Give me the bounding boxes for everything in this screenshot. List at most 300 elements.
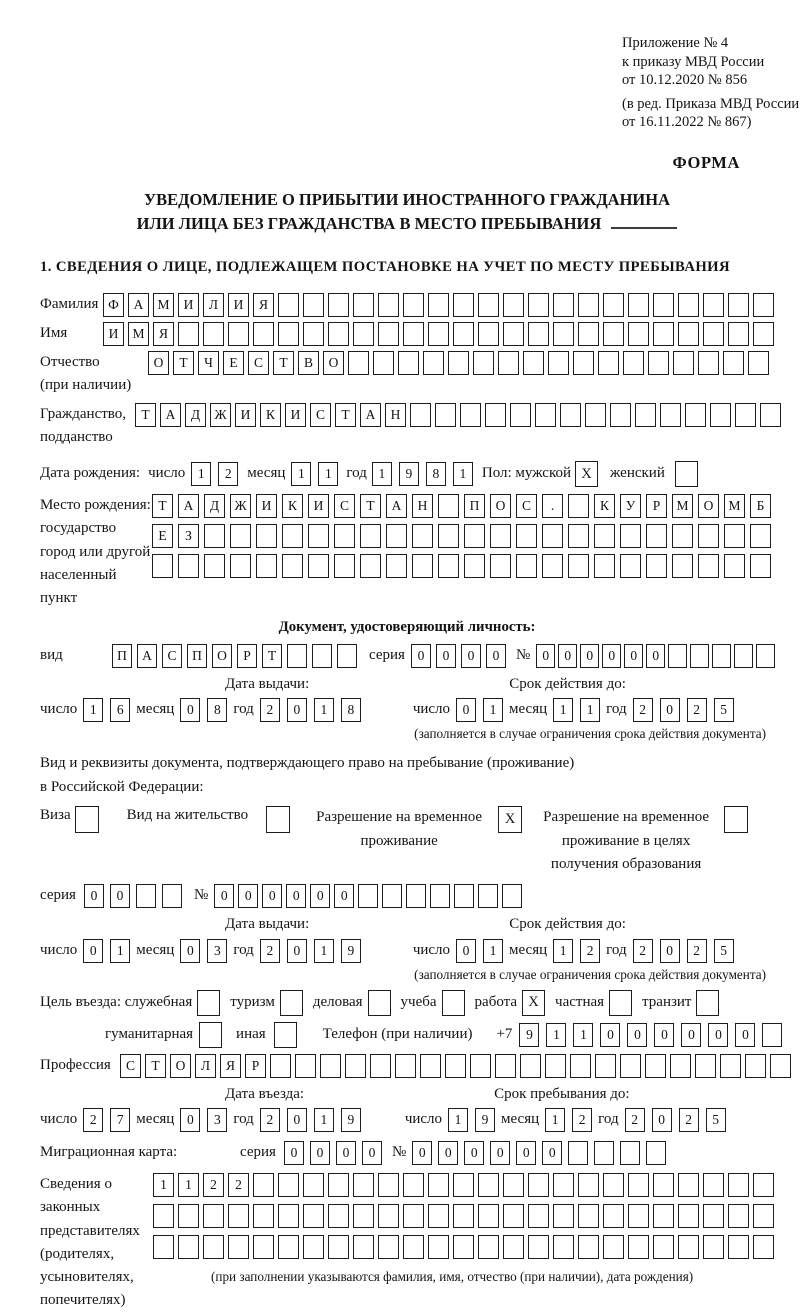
char-cell[interactable]: [395, 1054, 416, 1078]
char-cell[interactable]: [628, 1204, 649, 1228]
char-cell[interactable]: М: [672, 494, 693, 518]
char-cell[interactable]: [438, 494, 459, 518]
char-cell[interactable]: [370, 1054, 391, 1078]
char-cell[interactable]: [712, 644, 731, 668]
char-cell[interactable]: [653, 293, 674, 317]
char-cell[interactable]: [423, 351, 444, 375]
char-cell[interactable]: 0: [310, 1141, 330, 1165]
char-cell[interactable]: С: [516, 494, 537, 518]
char-cell[interactable]: [438, 554, 459, 578]
char-cell[interactable]: [478, 322, 499, 346]
char-cell[interactable]: [545, 1054, 566, 1078]
char-cell[interactable]: [478, 1235, 499, 1259]
char-cell[interactable]: 1: [191, 462, 211, 486]
char-cell[interactable]: [428, 293, 449, 317]
char-cell[interactable]: 0: [180, 698, 200, 722]
char-cell[interactable]: 1: [453, 462, 473, 486]
char-cell[interactable]: [490, 554, 511, 578]
char-cell[interactable]: [428, 322, 449, 346]
char-cell[interactable]: С: [162, 644, 182, 668]
char-cell[interactable]: [328, 1235, 349, 1259]
char-cell[interactable]: [328, 1173, 349, 1197]
char-cell[interactable]: 0: [627, 1023, 647, 1047]
char-cell[interactable]: [464, 524, 485, 548]
char-cell[interactable]: З: [178, 524, 199, 548]
visa-checkbox[interactable]: [75, 806, 99, 833]
char-cell[interactable]: [753, 1173, 774, 1197]
char-cell[interactable]: [382, 884, 402, 908]
char-cell[interactable]: [282, 524, 303, 548]
char-cell[interactable]: А: [160, 403, 181, 427]
char-cell[interactable]: 0: [708, 1023, 728, 1047]
migration-card-number-boxes[interactable]: [412, 1141, 666, 1165]
char-cell[interactable]: 9: [399, 462, 419, 486]
char-cell[interactable]: [228, 1204, 249, 1228]
char-cell[interactable]: [278, 1173, 299, 1197]
char-cell[interactable]: И: [178, 293, 199, 317]
char-cell[interactable]: В: [298, 351, 319, 375]
char-cell[interactable]: [204, 554, 225, 578]
char-cell[interactable]: О: [148, 351, 169, 375]
entry-day-boxes[interactable]: [83, 1108, 130, 1132]
char-cell[interactable]: [594, 554, 615, 578]
char-cell[interactable]: [430, 884, 450, 908]
char-cell[interactable]: [603, 1204, 624, 1228]
purpose-transit-checkbox[interactable]: [696, 990, 719, 1016]
char-cell[interactable]: [412, 524, 433, 548]
char-cell[interactable]: М: [153, 293, 174, 317]
char-cell[interactable]: [453, 293, 474, 317]
birth-place-row1-boxes[interactable]: [152, 494, 771, 518]
char-cell[interactable]: [703, 322, 724, 346]
res-doc-expiry-day-boxes[interactable]: [456, 939, 503, 963]
char-cell[interactable]: 0: [624, 644, 643, 668]
char-cell[interactable]: [523, 351, 544, 375]
char-cell[interactable]: [153, 1235, 174, 1259]
char-cell[interactable]: [528, 1235, 549, 1259]
char-cell[interactable]: 5: [714, 939, 734, 963]
char-cell[interactable]: [553, 322, 574, 346]
char-cell[interactable]: [470, 1054, 491, 1078]
char-cell[interactable]: 0: [110, 884, 130, 908]
char-cell[interactable]: [623, 351, 644, 375]
char-cell[interactable]: [228, 322, 249, 346]
char-cell[interactable]: [438, 524, 459, 548]
char-cell[interactable]: [328, 293, 349, 317]
char-cell[interactable]: [360, 524, 381, 548]
char-cell[interactable]: [678, 1204, 699, 1228]
char-cell[interactable]: [278, 1235, 299, 1259]
char-cell[interactable]: [750, 524, 771, 548]
char-cell[interactable]: [542, 524, 563, 548]
char-cell[interactable]: 2: [687, 939, 707, 963]
char-cell[interactable]: 5: [706, 1108, 726, 1132]
char-cell[interactable]: [152, 554, 173, 578]
char-cell[interactable]: 2: [580, 939, 600, 963]
char-cell[interactable]: [360, 554, 381, 578]
char-cell[interactable]: [136, 884, 156, 908]
birth-place-row3-boxes[interactable]: [152, 554, 771, 578]
char-cell[interactable]: [253, 1173, 274, 1197]
char-cell[interactable]: [353, 1173, 374, 1197]
char-cell[interactable]: Р: [245, 1054, 266, 1078]
char-cell[interactable]: [756, 644, 775, 668]
res-doc-issue-day-boxes[interactable]: [83, 939, 130, 963]
char-cell[interactable]: [653, 322, 674, 346]
char-cell[interactable]: [594, 1141, 614, 1165]
char-cell[interactable]: Ж: [210, 403, 231, 427]
char-cell[interactable]: 0: [602, 644, 621, 668]
phone-boxes[interactable]: [519, 1023, 782, 1047]
char-cell[interactable]: 9: [475, 1108, 495, 1132]
char-cell[interactable]: [653, 1235, 674, 1259]
sex-female-checkbox[interactable]: [675, 461, 698, 487]
char-cell[interactable]: И: [285, 403, 306, 427]
char-cell[interactable]: [253, 1204, 274, 1228]
char-cell[interactable]: [478, 1204, 499, 1228]
char-cell[interactable]: И: [235, 403, 256, 427]
char-cell[interactable]: [646, 524, 667, 548]
char-cell[interactable]: [178, 1235, 199, 1259]
char-cell[interactable]: 2: [633, 939, 653, 963]
char-cell[interactable]: [378, 293, 399, 317]
char-cell[interactable]: [320, 1054, 341, 1078]
char-cell[interactable]: 2: [260, 1108, 280, 1132]
char-cell[interactable]: О: [170, 1054, 191, 1078]
char-cell[interactable]: 2: [260, 939, 280, 963]
char-cell[interactable]: [445, 1054, 466, 1078]
char-cell[interactable]: [578, 322, 599, 346]
char-cell[interactable]: [490, 524, 511, 548]
char-cell[interactable]: [308, 524, 329, 548]
char-cell[interactable]: 7: [110, 1108, 130, 1132]
char-cell[interactable]: 1: [314, 1108, 334, 1132]
char-cell[interactable]: [348, 351, 369, 375]
char-cell[interactable]: 1: [448, 1108, 468, 1132]
char-cell[interactable]: [495, 1054, 516, 1078]
char-cell[interactable]: 0: [438, 1141, 458, 1165]
char-cell[interactable]: [653, 1204, 674, 1228]
char-cell[interactable]: Н: [385, 403, 406, 427]
char-cell[interactable]: 0: [334, 884, 354, 908]
char-cell[interactable]: 0: [412, 1141, 432, 1165]
char-cell[interactable]: [420, 1054, 441, 1078]
char-cell[interactable]: [672, 554, 693, 578]
char-cell[interactable]: 0: [646, 644, 665, 668]
entry-year-boxes[interactable]: [260, 1108, 361, 1132]
char-cell[interactable]: [256, 524, 277, 548]
char-cell[interactable]: [178, 322, 199, 346]
char-cell[interactable]: Я: [253, 293, 274, 317]
char-cell[interactable]: 1: [573, 1023, 593, 1047]
char-cell[interactable]: [548, 351, 569, 375]
patronymic-boxes[interactable]: [148, 351, 769, 375]
res-doc-issue-month-boxes[interactable]: [180, 939, 227, 963]
char-cell[interactable]: 8: [341, 698, 361, 722]
migration-card-series-boxes[interactable]: [284, 1141, 382, 1165]
char-cell[interactable]: 0: [461, 644, 481, 668]
char-cell[interactable]: [735, 403, 756, 427]
char-cell[interactable]: [568, 494, 589, 518]
char-cell[interactable]: [668, 644, 687, 668]
char-cell[interactable]: [720, 1054, 741, 1078]
char-cell[interactable]: [672, 524, 693, 548]
char-cell[interactable]: [230, 554, 251, 578]
char-cell[interactable]: [595, 1054, 616, 1078]
char-cell[interactable]: И: [228, 293, 249, 317]
char-cell[interactable]: [678, 293, 699, 317]
char-cell[interactable]: Я: [153, 322, 174, 346]
char-cell[interactable]: [153, 1204, 174, 1228]
char-cell[interactable]: [478, 884, 498, 908]
char-cell[interactable]: [703, 1173, 724, 1197]
char-cell[interactable]: [398, 351, 419, 375]
char-cell[interactable]: [685, 403, 706, 427]
char-cell[interactable]: [535, 403, 556, 427]
char-cell[interactable]: [628, 322, 649, 346]
char-cell[interactable]: 0: [262, 884, 282, 908]
char-cell[interactable]: 0: [536, 644, 555, 668]
char-cell[interactable]: [303, 1204, 324, 1228]
char-cell[interactable]: 0: [490, 1141, 510, 1165]
char-cell[interactable]: [724, 524, 745, 548]
char-cell[interactable]: 1: [483, 939, 503, 963]
char-cell[interactable]: К: [594, 494, 615, 518]
char-cell[interactable]: [628, 293, 649, 317]
char-cell[interactable]: Ф: [103, 293, 124, 317]
char-cell[interactable]: [578, 293, 599, 317]
char-cell[interactable]: [178, 554, 199, 578]
char-cell[interactable]: Ч: [198, 351, 219, 375]
temp-residence-education-checkbox[interactable]: [724, 806, 748, 833]
char-cell[interactable]: 9: [341, 1108, 361, 1132]
char-cell[interactable]: [478, 1173, 499, 1197]
char-cell[interactable]: 1: [110, 939, 130, 963]
char-cell[interactable]: [410, 403, 431, 427]
char-cell[interactable]: 0: [310, 884, 330, 908]
char-cell[interactable]: М: [128, 322, 149, 346]
char-cell[interactable]: [353, 1204, 374, 1228]
char-cell[interactable]: 2: [625, 1108, 645, 1132]
res-doc-series-boxes[interactable]: [84, 884, 182, 908]
char-cell[interactable]: [428, 1235, 449, 1259]
char-cell[interactable]: 0: [286, 884, 306, 908]
char-cell[interactable]: [703, 293, 724, 317]
char-cell[interactable]: 0: [456, 939, 476, 963]
char-cell[interactable]: [464, 554, 485, 578]
char-cell[interactable]: 0: [600, 1023, 620, 1047]
citizenship-boxes[interactable]: [135, 403, 781, 427]
char-cell[interactable]: О: [323, 351, 344, 375]
char-cell[interactable]: [503, 322, 524, 346]
char-cell[interactable]: [628, 1235, 649, 1259]
char-cell[interactable]: 0: [660, 939, 680, 963]
purpose-study-checkbox[interactable]: [442, 990, 465, 1016]
sex-male-checkbox[interactable]: X: [575, 461, 598, 487]
char-cell[interactable]: [520, 1054, 541, 1078]
id-doc-expiry-day-boxes[interactable]: [456, 698, 503, 722]
char-cell[interactable]: 1: [318, 462, 338, 486]
char-cell[interactable]: [378, 1204, 399, 1228]
char-cell[interactable]: 0: [580, 644, 599, 668]
id-doc-issue-month-boxes[interactable]: [180, 698, 227, 722]
char-cell[interactable]: [178, 1204, 199, 1228]
char-cell[interactable]: 1: [178, 1173, 199, 1197]
purpose-business-checkbox[interactable]: [368, 990, 391, 1016]
char-cell[interactable]: [204, 524, 225, 548]
char-cell[interactable]: [337, 644, 357, 668]
char-cell[interactable]: Т: [135, 403, 156, 427]
char-cell[interactable]: [203, 322, 224, 346]
char-cell[interactable]: 1: [314, 939, 334, 963]
char-cell[interactable]: Л: [203, 293, 224, 317]
char-cell[interactable]: [560, 403, 581, 427]
char-cell[interactable]: [603, 322, 624, 346]
char-cell[interactable]: [256, 554, 277, 578]
char-cell[interactable]: [406, 884, 426, 908]
char-cell[interactable]: [503, 293, 524, 317]
id-doc-issue-year-boxes[interactable]: [260, 698, 361, 722]
char-cell[interactable]: [610, 403, 631, 427]
char-cell[interactable]: [303, 1173, 324, 1197]
char-cell[interactable]: 1: [545, 1108, 565, 1132]
char-cell[interactable]: 5: [714, 698, 734, 722]
char-cell[interactable]: [270, 1054, 291, 1078]
char-cell[interactable]: [585, 403, 606, 427]
char-cell[interactable]: [678, 1235, 699, 1259]
char-cell[interactable]: [653, 1173, 674, 1197]
birth-year-boxes[interactable]: [372, 462, 473, 486]
char-cell[interactable]: [453, 322, 474, 346]
char-cell[interactable]: 0: [436, 644, 456, 668]
char-cell[interactable]: 1: [314, 698, 334, 722]
char-cell[interactable]: 0: [486, 644, 506, 668]
char-cell[interactable]: С: [334, 494, 355, 518]
char-cell[interactable]: [770, 1054, 791, 1078]
char-cell[interactable]: 2: [83, 1108, 103, 1132]
char-cell[interactable]: 1: [580, 698, 600, 722]
char-cell[interactable]: 2: [679, 1108, 699, 1132]
char-cell[interactable]: [734, 644, 753, 668]
profession-boxes[interactable]: [120, 1054, 791, 1078]
stay-month-boxes[interactable]: [545, 1108, 592, 1132]
char-cell[interactable]: [762, 1023, 782, 1047]
char-cell[interactable]: [628, 1173, 649, 1197]
id-doc-issue-day-boxes[interactable]: [83, 698, 130, 722]
char-cell[interactable]: О: [698, 494, 719, 518]
char-cell[interactable]: С: [120, 1054, 141, 1078]
char-cell[interactable]: К: [282, 494, 303, 518]
char-cell[interactable]: [403, 1235, 424, 1259]
char-cell[interactable]: [428, 1173, 449, 1197]
char-cell[interactable]: [528, 322, 549, 346]
char-cell[interactable]: 9: [341, 939, 361, 963]
id-doc-expiry-year-boxes[interactable]: [633, 698, 734, 722]
char-cell[interactable]: [703, 1204, 724, 1228]
char-cell[interactable]: [553, 293, 574, 317]
char-cell[interactable]: [428, 1204, 449, 1228]
char-cell[interactable]: [516, 524, 537, 548]
char-cell[interactable]: [528, 293, 549, 317]
res-doc-expiry-month-boxes[interactable]: [553, 939, 600, 963]
char-cell[interactable]: 0: [456, 698, 476, 722]
char-cell[interactable]: 0: [558, 644, 577, 668]
char-cell[interactable]: 0: [652, 1108, 672, 1132]
char-cell[interactable]: [695, 1054, 716, 1078]
char-cell[interactable]: [373, 351, 394, 375]
char-cell[interactable]: Т: [335, 403, 356, 427]
char-cell[interactable]: [498, 351, 519, 375]
char-cell[interactable]: [510, 403, 531, 427]
char-cell[interactable]: [728, 293, 749, 317]
entry-month-boxes[interactable]: [180, 1108, 227, 1132]
char-cell[interactable]: [386, 524, 407, 548]
char-cell[interactable]: [303, 322, 324, 346]
char-cell[interactable]: [750, 554, 771, 578]
char-cell[interactable]: 1: [291, 462, 311, 486]
char-cell[interactable]: А: [137, 644, 157, 668]
char-cell[interactable]: [295, 1054, 316, 1078]
char-cell[interactable]: К: [260, 403, 281, 427]
char-cell[interactable]: 0: [516, 1141, 536, 1165]
char-cell[interactable]: [308, 554, 329, 578]
char-cell[interactable]: 0: [238, 884, 258, 908]
char-cell[interactable]: 0: [660, 698, 680, 722]
char-cell[interactable]: 3: [207, 939, 227, 963]
char-cell[interactable]: [516, 554, 537, 578]
char-cell[interactable]: [753, 293, 774, 317]
res-doc-expiry-year-boxes[interactable]: [633, 939, 734, 963]
birth-place-row2-boxes[interactable]: [152, 524, 771, 548]
char-cell[interactable]: [278, 293, 299, 317]
char-cell[interactable]: [698, 351, 719, 375]
char-cell[interactable]: 2: [633, 698, 653, 722]
char-cell[interactable]: 1: [483, 698, 503, 722]
char-cell[interactable]: Л: [195, 1054, 216, 1078]
char-cell[interactable]: [386, 554, 407, 578]
surname-boxes[interactable]: [103, 293, 774, 317]
char-cell[interactable]: [473, 351, 494, 375]
char-cell[interactable]: [478, 293, 499, 317]
char-cell[interactable]: [454, 884, 474, 908]
char-cell[interactable]: Б: [750, 494, 771, 518]
char-cell[interactable]: 0: [83, 939, 103, 963]
char-cell[interactable]: Т: [360, 494, 381, 518]
char-cell[interactable]: [578, 1204, 599, 1228]
char-cell[interactable]: [678, 1173, 699, 1197]
residence-permit-checkbox[interactable]: [266, 806, 290, 833]
char-cell[interactable]: [753, 1235, 774, 1259]
char-cell[interactable]: [745, 1054, 766, 1078]
char-cell[interactable]: [620, 1141, 640, 1165]
char-cell[interactable]: М: [724, 494, 745, 518]
char-cell[interactable]: [760, 403, 781, 427]
char-cell[interactable]: [228, 1235, 249, 1259]
id-doc-series-boxes[interactable]: [411, 644, 506, 668]
char-cell[interactable]: 0: [287, 698, 307, 722]
char-cell[interactable]: [203, 1204, 224, 1228]
purpose-other-checkbox[interactable]: [274, 1022, 297, 1048]
char-cell[interactable]: [603, 1173, 624, 1197]
char-cell[interactable]: Д: [204, 494, 225, 518]
char-cell[interactable]: И: [256, 494, 277, 518]
purpose-humanitarian-checkbox[interactable]: [199, 1022, 222, 1048]
char-cell[interactable]: [568, 554, 589, 578]
char-cell[interactable]: Р: [646, 494, 667, 518]
char-cell[interactable]: [753, 322, 774, 346]
char-cell[interactable]: 0: [287, 939, 307, 963]
char-cell[interactable]: [353, 322, 374, 346]
